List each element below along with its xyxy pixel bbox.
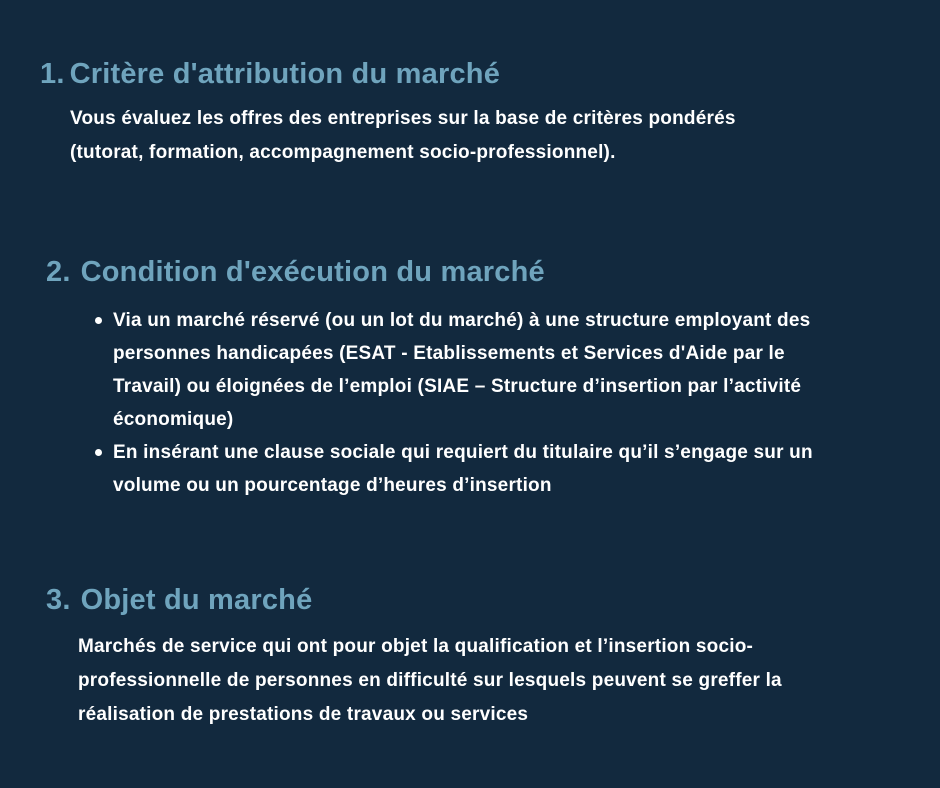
section-number: 3. [46, 584, 71, 616]
section-heading-objet [46, 582, 940, 618]
section-attribution [0, 56, 940, 170]
section-objet [0, 582, 940, 732]
section-paragraph: Marchés de service qui ont pour objet la qualification et l’insertion socio-professionnelle de personnes en difficulté sur lesquels peuvent se greffer la réalisation de prestations de travaux ou services [78, 636, 782, 725]
section-title: Condition d'exécution du marché [80, 256, 545, 288]
bullet-list [95, 304, 940, 502]
bullet-item: En insérant une clause sociale qui requiert du titulaire qu’il s’engage sur un volume ou un pourcentage d’heures d’insertion [95, 436, 858, 502]
section-title: Objet du marché [80, 584, 313, 616]
section-heading-attribution [40, 56, 940, 92]
section-number: 1. [40, 58, 65, 90]
section-number: 2. [46, 256, 71, 288]
section-title: Critère d'attribution du marché [69, 58, 501, 90]
section-execution [0, 254, 940, 502]
bullet-item: Via un marché réservé (ou un lot du marché) à une structure employant des personnes handicapées (ESAT - Etablissements et Services d'Aide par le Travail) ou éloignées de l’emploi (SIAE – Structure d’insertion par l’activité économique) [95, 304, 858, 436]
section-paragraph: Vous évaluez les offres des entreprises sur la base de critères pondérés (tutorat, formation, accompagnement socio-professionnel). [70, 108, 736, 163]
section-heading-execution [46, 254, 940, 290]
